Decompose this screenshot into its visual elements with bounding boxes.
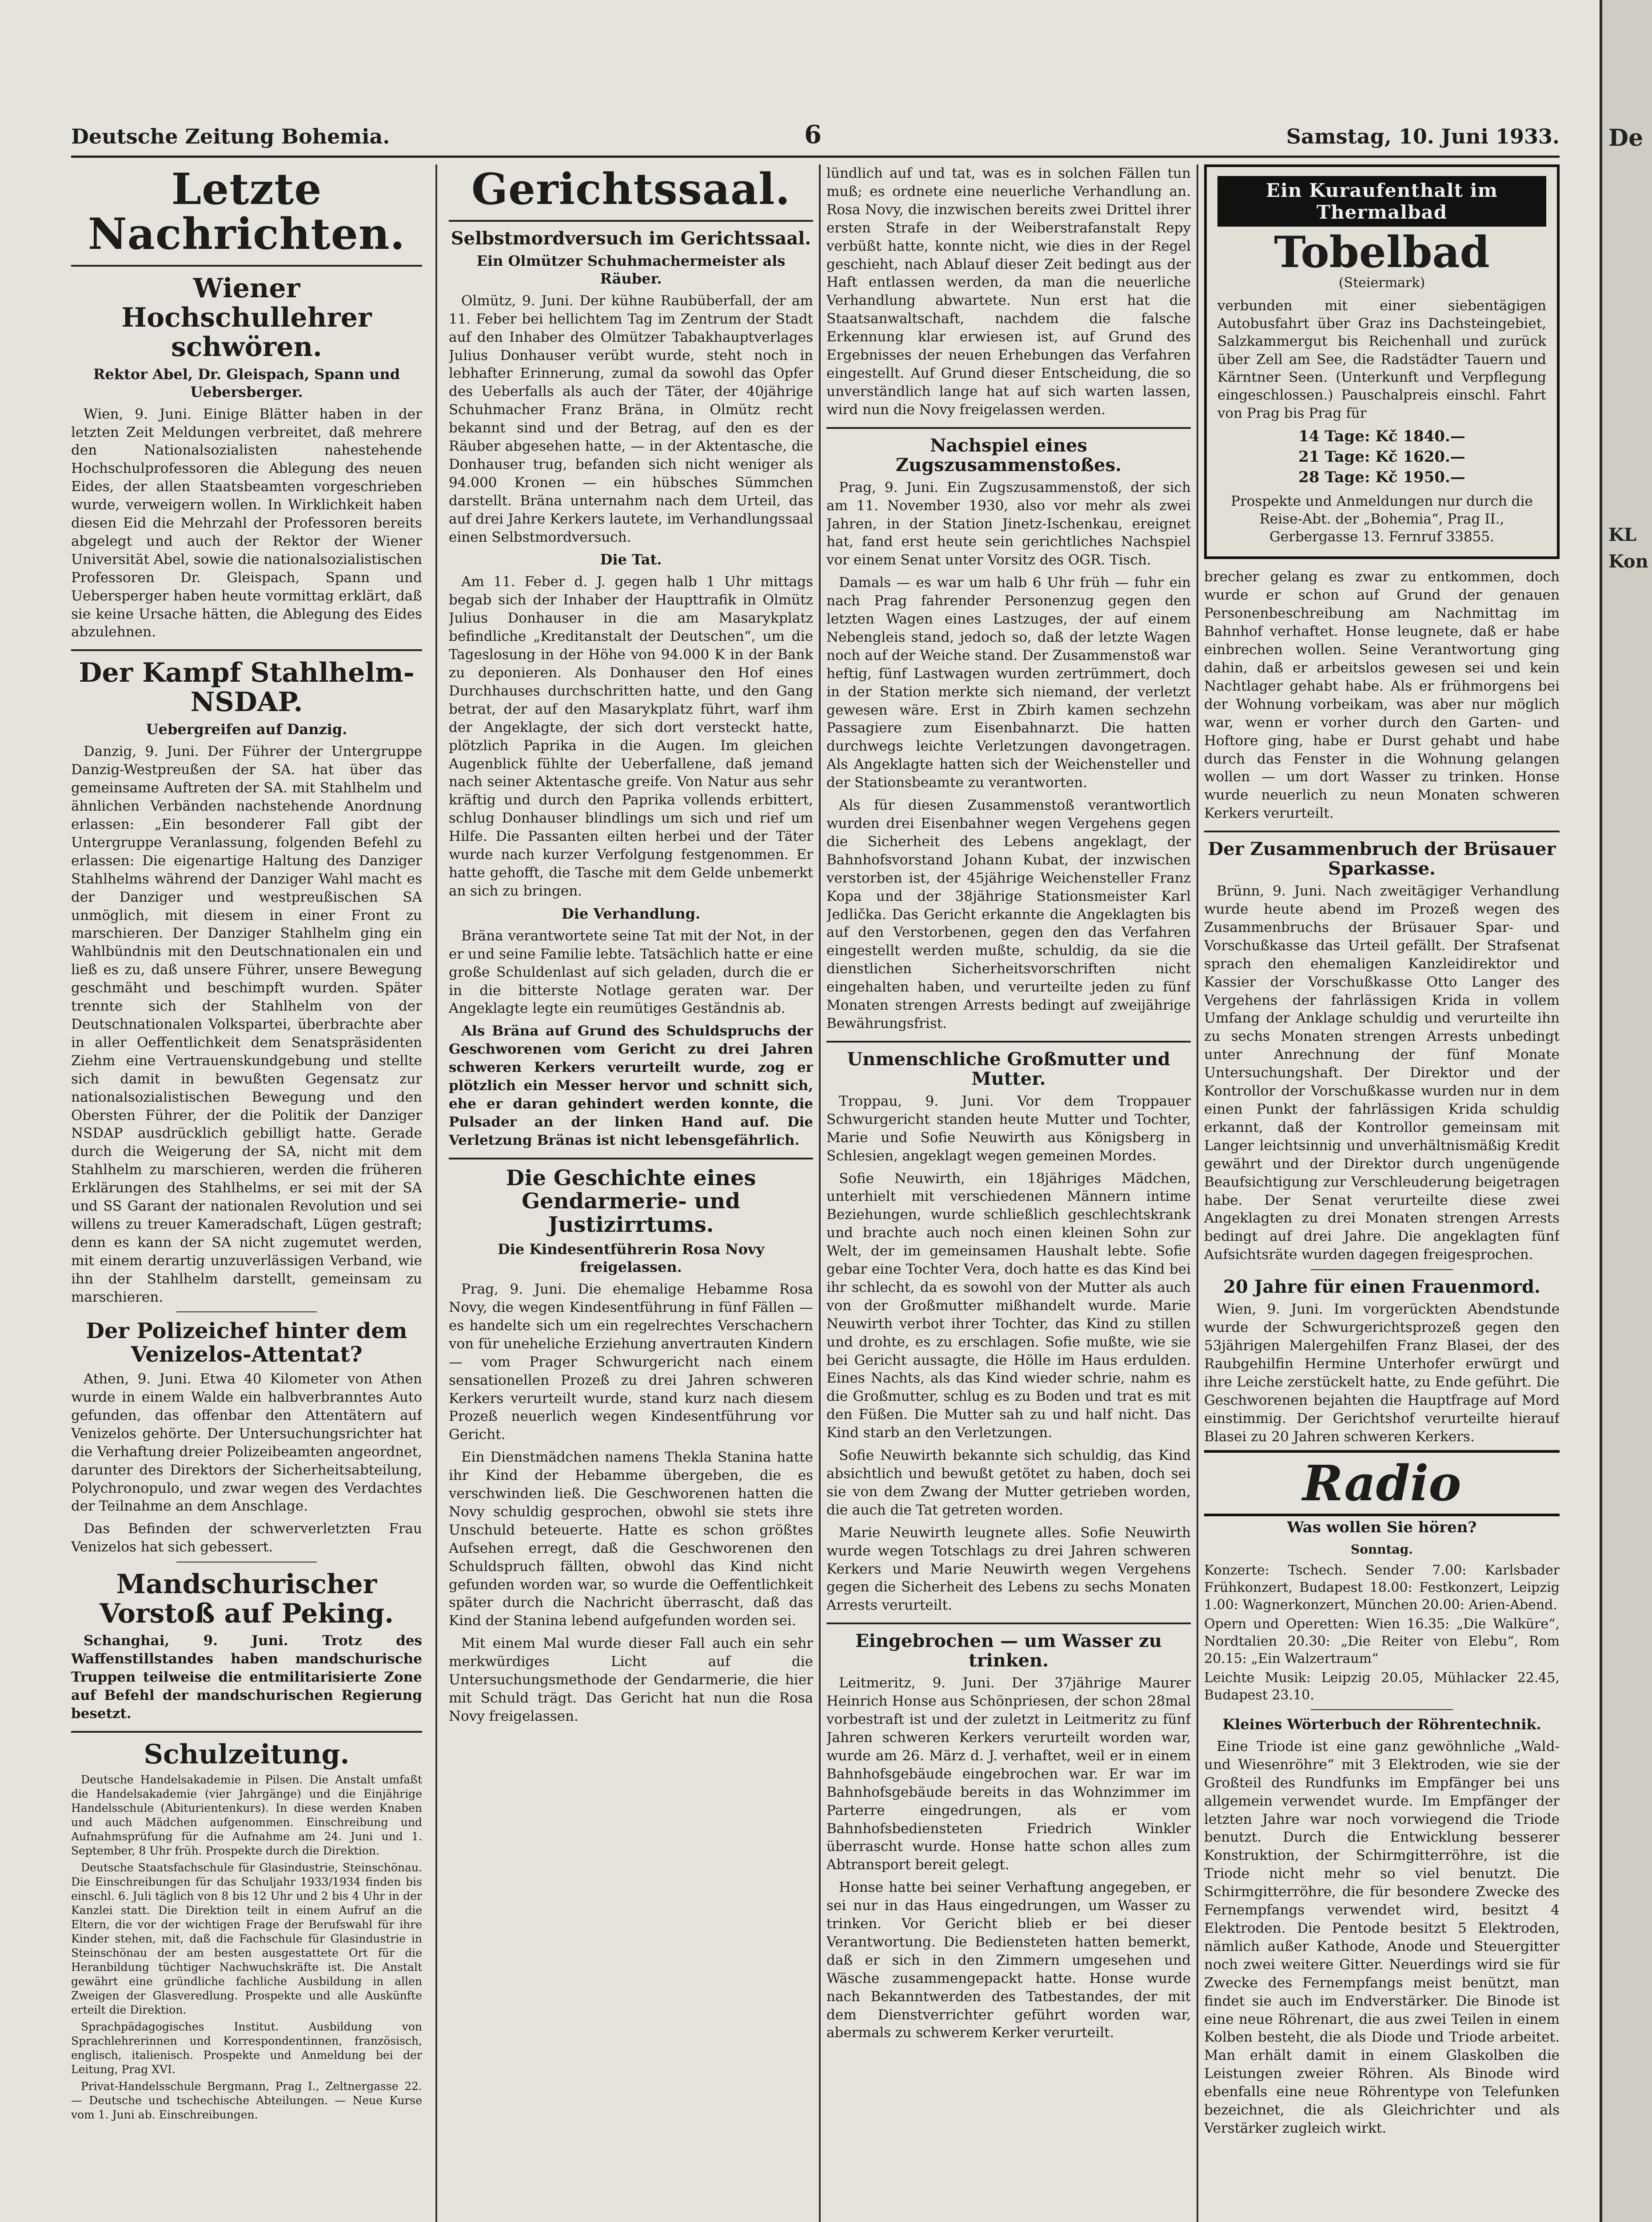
adjacent-page-edge [1600,0,1652,2222]
article-body: Mit einem Mal wurde dieser Fall auch ein sehr merkwürdiges Licht auf die Untersuchungsmethode der Gendarmerie, die hier mit Schuld trägt. Das Gericht hat nun die Rosa Novy freigelassen. [449,1635,813,1724]
article-headline: Nachspiel eines Zugszusammenstoßes. [895,435,1122,476]
article-body: Marie Neuwirth leugnete alles. Sofie Neuwirth wurde wegen Totschlags zu drei Jahren schweren Kerkers und Marie Neuwirth wegen Vergehens gegen die Sicherheit des Lebens zu sechs Monaten Arrests verurteilt. [826,1524,1191,1614]
article-body: Eine Triode ist eine ganz gewöhnliche „Wald- und Wiesenröhre“ mit 3 Elektroden, wie sie der Großteil des Rundfunks im Empfänger bei uns allgemein verwendet wurde. Im Empfänger der letzten Jahre war noch vorwiegend die Triode benutzt. Durch die Entwicklung besserer Konstruktion, der Schirmgitterröhre, ist die Triode nicht mehr so viel benutzt. Die Schirmgitterröhre, die für besondere Zwecke des Fernempfangs verwendet wird, besitzt 4 Elektroden. Die Pentode besitzt 5 Elektroden, nämlich außer Kathode, Anode und Steuergitter noch zwei weitere Gitter. Neuerdings wird sie für Zwecke des Fernempfangs meist benützt, man findet sie auch im Endverstärker. Die Binode ist eine neue Röhrenart, die aus zwei Teilen in einem Kolben besteht, die als Diode und Triode arbeitet. Man erhält damit in einem Glaskolben die Leistungen zweier Röhren. Als Binode wird ebenfalls eine neue Röhrentype von Telefunken bezeichnet, die als Gleichrichter und als Verstärker zugleich wirkt. [1204,1738,1560,2136]
article-headline: Die Geschichte eines Gendarmerie- und Justizirrtums. [506,1165,756,1238]
ad-contact: Prospekte und Anmeldungen nur durch die Reise-Abt. der „Bohemia“, Prag II., Gerbergasse 13. Fernruf 33855. [1231,493,1533,545]
article-headline: Unmenschliche Großmutter und Mutter. [847,1048,1170,1089]
divider [826,1041,1191,1043]
article-body: Wien, 9. Juni. Einige Blätter haben in der letzten Zeit Meldungen verbreitet, daß mehrere den Nationalsozialisten nahestehende Hochschulprofessoren die Ablegung des neuen Eides, der allen Staatsbeamten vorgeschrieben wurde, verweigern wollen. In Wirklichkeit haben diesen Eid die Mehrzahl der Professoren bereits abgelegt und auch der Rektor der Wiener Universität Abel, sowie die nationalsozialistischen Professoren Dr. Gleispach, Spann und Uebersperger haben heute vormittag erklärt, daß sie keine Ursache hätten, die Ablegung des Eides abzulehnen. [71,406,422,640]
divider [71,1731,422,1733]
school-notice: Sprachpädagogisches Institut. Ausbildung von Sprachlehrerinnen und Korrespondentinnen, französisch, englisch, italienisch. Prospekte und Anmeldung bei der Leitung, Prag XVI. [71,2020,422,2076]
adjacent-page-fragment: KL [1608,524,1636,545]
divider [826,427,1191,429]
section-title: Letzte Nachrichten. [88,164,406,259]
article-subheading: Die Tat. [600,551,662,568]
column-court-continued [826,164,1191,2222]
column-rule [819,164,821,2222]
article-body: Schanghai, 9. Juni. Trotz des Waffenstillstandes haben mandschurische Truppen teilweise die entmilitarisierte Zone auf Befehl der mandschurischen Regierung besetzt. [71,1633,422,1722]
radio-subheading: Was wollen Sie hören? [1287,1519,1477,1537]
article-body: Leitmeritz, 9. Juni. Der 37jährige Maurer Heinrich Honse aus Schönpriesen, der schon 28mal vorbestraft ist und der zuletzt in Leitmeritz zu fünf Jahren schweren Kerkers verurteilt worden war, wurde am 26. März d. J. verhaftet, weil er in einem Bahnhofsgebäude eingebrochen war. Er war im Bahnhofsgebäude bereits in das Wohnzimmer im Parterre eingedrungen, als er vom Bahnhofsbediensteten Friedrich Winkler überrascht wurde. Honse hatte schon alles zum Abtransport bereit gelegt. [826,1675,1191,1873]
page-number: 6 [804,120,822,149]
article-body: Als Bräna auf Grund des Schuldspruchs der Geschworenen vom Gericht zu drei Jahren schweren Kerkers verurteilt wurde, zog er plötzlich ein Messer hervor und schnitt sich, ehe er daran gehindert werden konnte, die Pulsader an der linken Hand auf. Die Verletzung Bränas ist nicht lebensgefährlich. [449,1023,813,1148]
divider [826,1623,1191,1624]
article-subheading: Die Verhandlung. [561,905,701,922]
tobelbad-advertisement [1204,164,1560,559]
adjacent-page-fragment: De [1608,124,1644,152]
column-ads-radio [1204,164,1560,2222]
divider [1311,1269,1453,1270]
article-body: Troppau, 9. Juni. Vor dem Troppauer Schwurgericht standen heute Mutter und Tochter, Marie und Sofie Neuwirth aus Königsberg in Schlesien, angeklagt wegen gemeinen Mordes. [826,1093,1191,1164]
radio-program: Konzerte: Tschech. Sender 7.00: Karlsbader Frühkonzert, Budapest 18.00: Festkonzert, Leipzig 1.00: Wagnerkonzert, München 20.00: Arien-Abend. [1204,1562,1560,1613]
divider [176,1311,317,1312]
article-subline: Uebergreifen auf Danzig. [146,721,347,738]
column-latest-news [71,164,422,2222]
ad-price: 14 Tage: Kč 1840.— [1298,427,1465,445]
article-subline: Die Kindesentführerin Rosa Novy freigelassen. [497,1241,765,1276]
article-headline: 20 Jahre für einen Frauenmord. [1223,1276,1540,1298]
ad-tagline: Ein Kuraufenthalt im Thermalbad [1217,176,1546,227]
divider [71,649,422,651]
article-body: Ein Dienstmädchen namens Thekla Stanina hatte ihr Kind der Hebamme übergeben, die es verschwinden ließ. Die Geschworenen hatten die Novy schuldig gesprochen, obwohl sie stets ihre Unschuld beteuerte. Hatte es schon größtes Aufsehen erregt, daß die Geschworenen den Schuldspruch fällten, obwohl das Kind nicht gefunden worden war, so wurde die Oeffentlichkeit später durch die Nachricht überrascht, daß das Kind der Stanina lebend aufgefunden worden sei. [449,1449,813,1629]
column-courtroom [449,164,813,2222]
column-rule [435,164,437,2222]
article-body: Danzig, 9. Juni. Der Führer der Untergruppe Danzig-Westpreußen der SA. hat über das gemeinsame Auftreten der SA. mit Stahlhelm und ähnlichen Verbänden nachstehende Anordnung erlassen: „Ein besonderer Fall gibt der Untergruppe Veranlassung, folgenden Befehl zu erlassen: Die eigenartige Haltung des Danziger Stahlhelms während der Danziger Wahl macht es der Danziger und westpreußischen SA unmöglich, mit diesem in einer Front zu marschieren. Der Danziger Stahlhelm ging ein Wahlbündnis mit den Deutschnationalen ein und ließ es zu, daß unsere Führer, unsere Bewegung geschmäht und beschimpft wurden. Später trennte sich der Stahlhelm von der Deutschnationalen Volkspartei, überbrachte aber in aller Oeffentlichkeit dem Senatspräsidenten Ziehm eine Vertrauenskundgebung und stellte sich damit in bewußten Gegensatz zur nationalsozialistischen Bewegung und den Obersten Führer, der die Politik der Danziger NSDAP ausdrücklich gebilligt hatte. Gerade durch die Weigerung der SA, nicht mit dem Stahlhelm zu marschieren, werden die früheren Erklärungen des Stahlhelms, er sei mit der SA und SS Garant der nationalen Revolution und sei willens zu treuer Kameradschaft, Lügen gestraft; denn es kann der SA nicht zugemutet werden, mit einem derartig unzuverlässigen Verband, wie ihn der Stahlhelm darstellt, gemeinsam zu marschieren. [71,743,422,1305]
divider [71,265,422,267]
ad-region: (Steiermark) [1338,275,1425,291]
article-body: Prag, 9. Juni. Die ehemalige Hebamme Rosa Novy, die wegen Kindesentführung in fünf Fällen — es handelte sich um ein regelrechtes Verschachern von für uneheliche Erziehung anvertrauten Kindern — vom Prager Schwurgericht nach einem sensationellen Prozeß zu drei Jahren schweren Kerkers verurteilt wurde, stand kurz nach diesem Prozeß neuerlich wegen Kindesentführung vor Gericht. [449,1281,813,1443]
article-headline: Der Zusammenbruch der Brüsauer Sparkasse. [1208,839,1556,879]
article-headline: Der Kampf Stahlhelm-NSDAP. [79,657,415,718]
school-notice: Privat-Handelsschule Bergmann, Prag I., Zeltnergasse 22. — Deutsche und tschechische Abteilungen. — Neue Kurse vom 1. Juni ab. Einschreibungen. [71,2079,422,2121]
divider [176,1562,317,1563]
ad-price: 21 Tage: Kč 1620.— [1298,448,1465,466]
adjacent-page-fragment: Kon [1608,551,1648,572]
article-headline: Wiener Hochschullehrer schwören. [121,272,372,363]
article-body: Bräna verantwortete seine Tat mit der Not, in der er und seine Familie lebte. Tatsächlich hatte er eine große Schuldenlast auf sich geladen, durch die er in die bitterste Notlage geraten war. Der Angeklagte legte ein reumütiges Geständnis ab. [449,927,813,1017]
radio-section-title: Radio [1204,1450,1560,1516]
paper-name: Deutsche Zeitung Bohemia. [71,124,390,148]
article-body: brecher gelang es zwar zu entkommen, doch wurde er schon auf Grund der genauen Personenbeschreibung am Nachmittag im Bahnhof verhaftet. Honse leugnete, daß er habe einbrechen wollen. Seine Verantwortung ging dahin, daß er arbeitslos gewesen sei und kein Nachtlager gehabt habe. Als er frühmorgens bei der Wohnung vorbeikam, was aber nur möglich war, wenn er vorher durch den Garten- und Hoftore ging, habe er Durst gehabt und habe durch das Fenster in die Wohnung gelangen wollen — um dort Wasser zu trinken. Honse wurde neuerlich zu neun Monaten schweren Kerkers verurteilt. [1204,569,1560,822]
article-body: Als für diesen Zusammenstoß verantwortlich wurden drei Eisenbahner wegen Vergehens gegen die Sicherheit des Lebens angeklagt, der Bahnhofsvorstand Johann Kubat, der inzwischen verstorben ist, der 45jährige Weichensteller Franz Kopa und der 38jährige Stationsmeister Karl Jedlička. Das Gericht erkannte die Angeklagten bis auf den Verstorbenen, gegen den das Verfahren eingestellt werden mußte, schuldig, da sie die dienstlichen Sicherheitsvorschriften nicht eingehalten haben, und verurteilte jeden zu fünf Monaten strengen Arrests bedingt auf zweijährige Bewährungsfrist. [826,797,1191,1031]
article-headline: Mandschurischer Vorstoß auf Peking. [99,1569,394,1630]
article-body: Athen, 9. Juni. Etwa 40 Kilometer von Athen wurde in einem Walde ein halbverbranntes Auto gefunden, das offenbar den Attentätern auf Venizelos gehörte. Der Untersuchungsrichter hat die Verhaftung dreier Polizeibeamten angeordnet, darunter des Direktors der Sicherheitsabteilung, Polychronopulo, und zwar wegen des Verdachtes der Teilnahme an dem Anschlage. [71,1371,422,1515]
article-subline: Ein Olmützer Schuhmachermeister als Räuber. [476,252,786,287]
radio-program: Leichte Musik: Leipzig 20.05, Mühlacker 22.45, Budapest 23.10. [1204,1670,1560,1703]
ad-price: 28 Tage: Kč 1950.— [1298,468,1465,486]
section-title: Gerichtssaal. [471,164,791,214]
article-body: Das Befinden der schwerverletzten Frau Venizelos hat sich gebessert. [71,1521,422,1555]
article-headline: Selbstmordversuch im Gerichtssaal. [451,228,811,249]
radio-program: Opern und Operetten: Wien 16.35: „Die Walküre“, Nordtalien 20.30: „Die Reiter von Elebu“, Rom 20.15: „Ein Walzertraum“ [1204,1616,1560,1666]
school-notice: Deutsche Staatsfachschule für Glasindustrie, Steinschönau. Die Einschreibungen für das Schuljahr 1933/1934 finden bis einschl. 6. Juli täglich von 8 bis 12 Uhr und 2 bis 4 Uhr in der Kanzlei statt. Die Direktion teilt in einem Aufruf an die Eltern, die vor der wichtigen Frage der Berufswahl für ihre Kinder stehen, mit, daß die Fachschule für Glasindustrie in Steinschönau der am besten ausgestattete Ort für die Heranbildung tüchtiger Nachwuchskräfte ist. Die Anstalt gewährt eine gründliche fachliche Ausbildung in allen Zweigen der Glasveredlung. Prospekte und alle Auskünfte erteilt die Direktion. [71,1861,422,2016]
radio-subheading: Kleines Wörterbuch der Röhrentechnik. [1222,1715,1541,1733]
divider [1204,831,1560,832]
article-headline: Der Polizeichef hinter dem Venizelos-Attentat? [86,1319,407,1367]
school-notice: Deutsche Handelsakademie in Pilsen. Die Anstalt umfaßt die Handelsakademie (vier Jahrgänge) und die Einjährige Handelsschule (Abiturientenkurs). In diese werden Knaben und auch Mädchen aufgenommen. Einschreibung und Aufnahmsprüfung für die Aufnahme am 24. Juni und 1. September, 8 Uhr früh. Prospekte durch die Direktion. [71,1773,422,1857]
ad-text: verbunden mit einer siebentägigen Autobusfahrt über Graz ins Dachsteingebiet, Salzkammergut bis Reichenhall und zurück über Zell am See, die Radstädter Tauern und Kärntner Seen. (Unterkunft und Verpflegung eingeschlossen.) Pauschalpreis einschl. Fahrt von Prag bis Prag für [1217,297,1546,421]
article-body: Brünn, 9. Juni. Nach zweitägiger Verhandlung wurde heute abend im Prozeß wegen des Zusammenbruchs der Brüsauer Spar- und Vorschußkasse das Urteil gefällt. Der Strafsenat sprach den ehemaligen Kanzleidirektor und Kassier der Vorschußkasse Otto Langer des Vergehens der fahrlässigen Krida in vollem Umfang der Anklage schuldig und verurteilte ihn zu sechs Monaten strengen Arrests unbedingt unter Anrechnung der fünf Monate Untersuchungshaft. Der Direktor und der Kontrollor der Vorschußkasse wurden nur in dem einen Punkt der fahrlässigen Krida schuldig erkannt, daß der Kontrollor gemeinsam mit Langer leichtsinnig und unverhältnismäßig Kredit gewährt und der Direktor durch ungenügende Beaufsichtigung zur Verschleuderung beigetragen habe. Der Senat verurteilte diese zwei Angeklagten zu drei Monaten strengen Arrests bedingt auf drei Jahre. Die angeklagten fünf Aufsichtsräte wurden dagegen freigesprochen. [1204,883,1560,1263]
divider [449,1158,813,1159]
article-body: Damals — es war um halb 6 Uhr früh — fuhr ein nach Prag fahrender Personenzug gegen den letzten Wagen eines Lastzuges, der auf einem Nebengleis stand, jedoch so, daß der letzte Wagen noch auf der Weiche stand. Der Zusammenstoß war heftig, fünf Lastwagen wurden zertrümmert, doch in der Station merkte sich niemand, der verletzt gewesen wäre. Erst in Zbirh kamen sechzehn Passagiere zum Eisenbahnarzt. Die hatten durchwegs leichte Verletzungen davongetragen. Als Angeklagte hatten sich der Weichensteller und der Stationsbeamte zu verantworten. [826,575,1191,791]
page-header [71,120,1560,158]
article-body: Wien, 9. Juni. Im vorgerückten Abendstunde wurde der Schwurgerichtsprozeß gegen den 53jährigen Malergehilfen Franz Blasei, der des Raubgehilfin Hermine Unterhofer erwürgt und ihre Leiche zerstückelt hatte, zu Ende geführt. Die Geschworenen bejahten die Hauptfrage auf Mord einstimmig. Der Gerichtshof verurteilte hierauf Blasei zu 20 Jahren schweren Kerkers. [1204,1301,1560,1445]
article-body: lündlich auf und tat, was es in solchen Fällen tun muß; es ordnete eine neuerliche Verhandlung an. Rosa Novy, die inzwischen bereits zwei Drittel ihrer ersten Strafe in der Weiberstrafanstalt Repy verbüßt hatte, konnte nicht, wie dies in der Regel geschieht, nach Ablauf dieser Zeit bedingt aus der Haft entlassen werden, da man die neuerliche Verhandlung abwartete. Nun erst hat die Staatsanwaltschaft, nachdem die falsche Erkennung klar erwiesen ist, auf Grund des Ergebnisses der neuen Erhebungen das Verfahren eingestellt. Auf Grund dieser Entscheidung, die so unverständlich lange hat auf sich warten lassen, wird nun die Novy freigelassen werden. [826,165,1191,418]
article-body: Honse hatte bei seiner Verhaftung angegeben, er sei nur in das Haus eingedrungen, um Wasser zu trinken. Vor Gericht blieb er bei dieser Verantwortung. Die Bediensteten hatten bemerkt, daß er sich in den Zimmern umgesehen und Wäsche zusammengepackt hatte. Honse wurde nach Bekanntwerden des Tatbestandes, der mit dem Dienstverrichter geführt worden war, abermals zu schwerem Kerker verurteilt. [826,1879,1191,2041]
radio-day: Sonntag. [1350,1542,1413,1557]
article-body: Am 11. Feber d. J. gegen halb 1 Uhr mittags begab sich der Inhaber der Haupttrafik in Olmütz Julius Donhauser in die am Masarykplatz befindliche „Kreditanstalt der Deutschen“, um die Tageslosung in der Höhe von 94.000 K in der Bank zu deponieren. Als Donhauser den Hof eines Durchhauses durchschritten hatte, und den Gang betrat, der auf den Masarykplatz führt, warf ihm der Angeklagte, der sich dort versteckt hatte, plötzlich Paprika in die Augen. Im gleichen Augenblick fühlte der Ueberfallene, daß jemand nach seiner Aktentasche greife. Von Natur aus sehr kräftig und durch den Paprika vollends erbittert, schlug Donhauser blindlings um sich und rief um Hilfe. Die Passanten eilten herbei und der Täter wurde nach kurzer Verfolgung festgenommen. Er hatte gehofft, die Tasche mit dem Gelde unbemerkt an sich zu bringen. [449,574,813,899]
ad-resort-name: Tobelbad [1274,227,1490,277]
article-body: Olmütz, 9. Juni. Der kühne Raubüberfall, der am 11. Feber bei hellichtem Tag im Zentrum der Stadt auf den Inhaber des Olmützer Tabakhauptverlages Julius Donhauser verübt wurde, steht noch in lebhafter Erinnerung, zumal da sowohl das Opfer des Ueberfalls als auch der Täter, der 40jährige Schuhmacher Franz Bräna, in Olmütz recht bekannt sind und der Betrag, auf den es der Räuber abgesehen hatte, — in der Aktentasche, die Donhauser trug, befanden sich nicht weniger als 94.000 Kronen — ein hübsches Sümmchen darstellt. Bräna unternahm nach dem Urteil, das auf drei Jahre Kerkers lautete, im Verhandlungssaal einen Selbstmordversuch. [449,292,813,545]
article-body: Sofie Neuwirth, ein 18jähriges Mädchen, unterhielt mit verschiedenen Männern intime Beziehungen, wurde schließlich geschlechtskrank und brachte auch noch einen kleinen Sohn zur Welt, der im gemeinsamen Haushalt lebte. Sofie gebar eine Tochter Vera, doch hatte es das Kind bei ihr schlecht, da es sowohl von der Mutter als auch von der Großmutter mißhandelt wurde. Marie Neuwirth verbot ihrer Tochter, das Kind zu stillen und drohte, es zu erschlagen. Sofie mußte, wie sie bei Gericht aussagte, die Hölle im Haus erdulden. Eines Nachts, als das Kind wieder schrie, nahm es die Großmutter, schlug es zu Boden und trat es mit den Füßen. Die Mutter sah zu und half nicht. Das Kind starb an den Verletzungen. [826,1170,1191,1441]
article-headline: Eingebrochen — um Wasser zu trinken. [855,1631,1162,1671]
divider [449,220,813,222]
divider [1311,1709,1453,1710]
article-headline: Schulzeitung. [144,1738,350,1770]
issue-date: Samstag, 10. Juni 1933. [1286,124,1560,148]
article-body: Prag, 9. Juni. Ein Zugszusammenstoß, der sich am 11. November 1930, also vor mehr als zwei Jahren, in der Station Jinetz-Ischenkau, ereignet hat, fand erst heute sein gerichtliches Nachspiel vor einem Senat unter Vorsitz des OGR. Tisch. [826,479,1191,568]
column-rule [1197,164,1198,2222]
article-subline: Rektor Abel, Dr. Gleispach, Spann und Uebersberger. [93,365,400,400]
ad-price-list [1217,427,1546,488]
article-body: Sofie Neuwirth bekannte sich schuldig, das Kind absichtlich und bewußt getötet zu haben, doch sei sie von dem Zwang der Mutter getrieben worden, die auch die Tat getreten worden. [826,1447,1191,1518]
